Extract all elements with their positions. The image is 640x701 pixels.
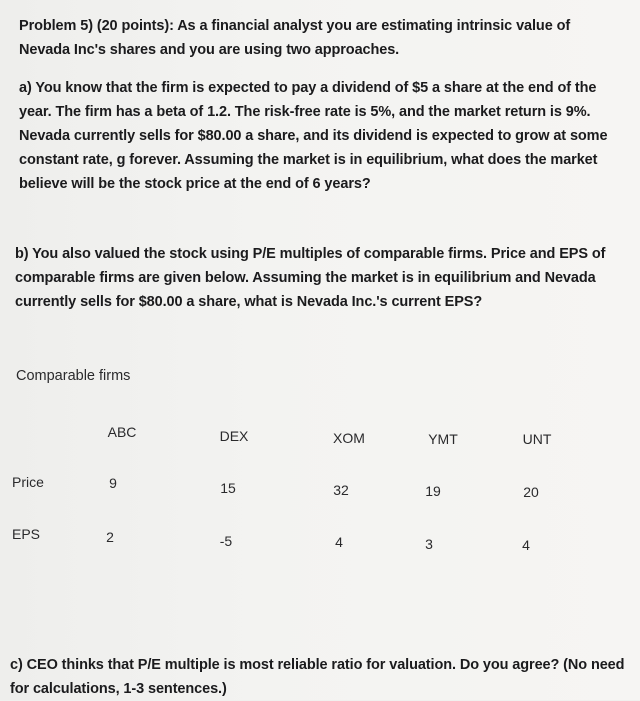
price-ymt: 19	[425, 483, 441, 499]
part-a-question: a) You know that the firm is expected to pay a dividend of $5 a share at the end of the year. The firm has a beta of 1.2. The risk-free rate is 5%, and the market return is 9%. Nevada currently sells for $80.00 a share, and its dividend is expected to grow at some constant rate, g forever. Assuming the market is in equilibrium, what does the market believe will be the stock price at the end of 6 years?	[19, 80, 608, 192]
price-unt: 20	[523, 484, 539, 500]
eps-dex: -5	[219, 533, 233, 549]
price-abc: 9	[109, 475, 117, 491]
eps-xom: 4	[335, 534, 343, 550]
eps-unt: 4	[522, 537, 530, 553]
firm-header-unt: UNT	[522, 431, 552, 447]
firm-header-abc: ABC	[107, 424, 137, 440]
comparable-firms-title: Comparable firms	[16, 368, 131, 384]
price-xom: 32	[333, 482, 349, 498]
problem-intro: Problem 5) (20 points): As a financial analyst you are estimating intrinsic value of Nevada Inc's shares and you are using two approaches.	[19, 18, 571, 58]
price-dex: 15	[220, 480, 236, 496]
firm-header-dex: DEX	[219, 428, 249, 444]
part-c-question: c) CEO thinks that P/E multiple is most reliable ratio for valuation. Do you agree? (No need for calculations, 1-3 sentences.)	[10, 657, 625, 697]
eps-ymt: 3	[425, 536, 433, 552]
price-row-label: Price	[12, 474, 44, 490]
eps-abc: 2	[106, 529, 114, 545]
firm-header-xom: XOM	[333, 430, 365, 446]
eps-row-label: EPS	[12, 526, 41, 542]
firm-header-ymt: YMT	[428, 431, 458, 447]
part-b-question: b) You also valued the stock using P/E multiples of comparable firms. Price and EPS of comparable firms are given below. Assuming the market is in equilibrium and Nevada currently sells for $80.00 a share, what is Nevada Inc.'s current EPS?	[15, 246, 606, 310]
